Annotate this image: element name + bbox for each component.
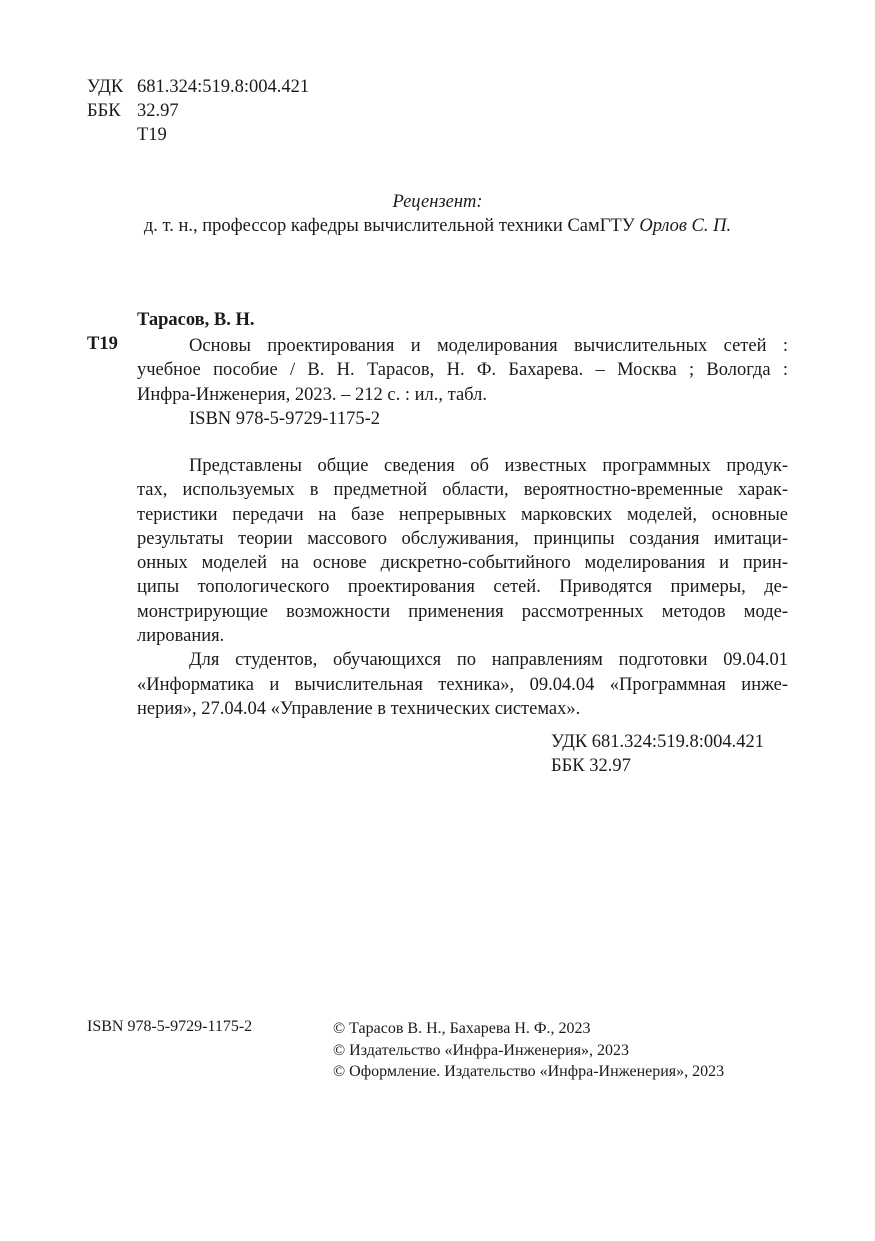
bib-line: Инфра-Инженерия, 2023. – 212 с. : ил., табл.	[137, 384, 487, 405]
copyright-block	[333, 1018, 724, 1083]
abstract-line: Представлены общие сведения об известных программных продук-	[189, 456, 788, 476]
udk-label: УДК	[87, 77, 124, 97]
reviewer-description: д. т. н., профессор кафедры вычислительной техники СамГТУ	[143, 216, 635, 236]
udk-code: 681.324:519.8:004.421	[137, 77, 310, 97]
bib-isbn: ISBN 978-5-9729-1175-2	[189, 408, 380, 429]
abstract-line: тах, используемых в предметной области, вероятностно-временные харак-	[137, 480, 788, 501]
abstract-line: лирования.	[137, 626, 225, 647]
abstract-line: теристики передачи на базе непрерывных марковских моделей, основные	[137, 504, 788, 525]
bib-mark: Т19	[87, 334, 118, 354]
abstract-line: ципы топологического проектирования сетей. Приводятся примеры, де-	[137, 577, 788, 598]
copyright-line: © Оформление. Издательство «Инфра-Инженерия», 2023	[333, 1063, 725, 1080]
bib-author: Тарасов, В. Н.	[137, 310, 255, 330]
abstract-line: онных моделей на основе дискретно-событийного моделирования и прин-	[137, 553, 788, 574]
bbk-code-right: ББК 32.97	[551, 756, 631, 777]
abstract-line: результаты теории массового обслуживания, принципы создания имитаци-	[137, 528, 788, 549]
footer-isbn: ISBN 978-5-9729-1175-2	[87, 1018, 253, 1035]
abstract-line: «Информатика и вычислительная техника», 09.04.04 «Программная инже-	[137, 674, 788, 695]
bbk-label: ББК	[87, 101, 121, 121]
abstract-line: монстрирующие возможности применения рассмотренных методов моде-	[137, 601, 788, 622]
copyright-line: © Издательство «Инфра-Инженерия», 2023	[333, 1041, 630, 1059]
udk-code-right: УДК 681.324:519.8:004.421	[551, 732, 764, 752]
bbk-code: 32.97	[137, 101, 179, 121]
reviewer-line	[0, 216, 875, 237]
bib-line: учебное пособие / В. Н. Тарасов, Н. Ф. Бахарева. – Москва ; Вологда :	[137, 360, 788, 381]
abstract-line: Для студентов, обучающихся по направлениям подготовки 09.04.01	[189, 650, 788, 671]
abstract	[137, 454, 788, 721]
author-mark: Т19	[137, 125, 167, 145]
reviewer-name: Орлов С. П.	[639, 216, 732, 236]
codes-right	[551, 730, 764, 779]
bib-record	[137, 334, 788, 431]
abstract-line: нерия», 27.04.04 «Управление в технических системах».	[137, 698, 581, 719]
copyright-line: © Тарасов В. Н., Бахарева Н. Ф., 2023	[333, 1020, 591, 1037]
reviewer-title: Рецензент:	[392, 192, 483, 212]
bib-line: Основы проектирования и моделирования вычислительных сетей :	[189, 336, 788, 356]
